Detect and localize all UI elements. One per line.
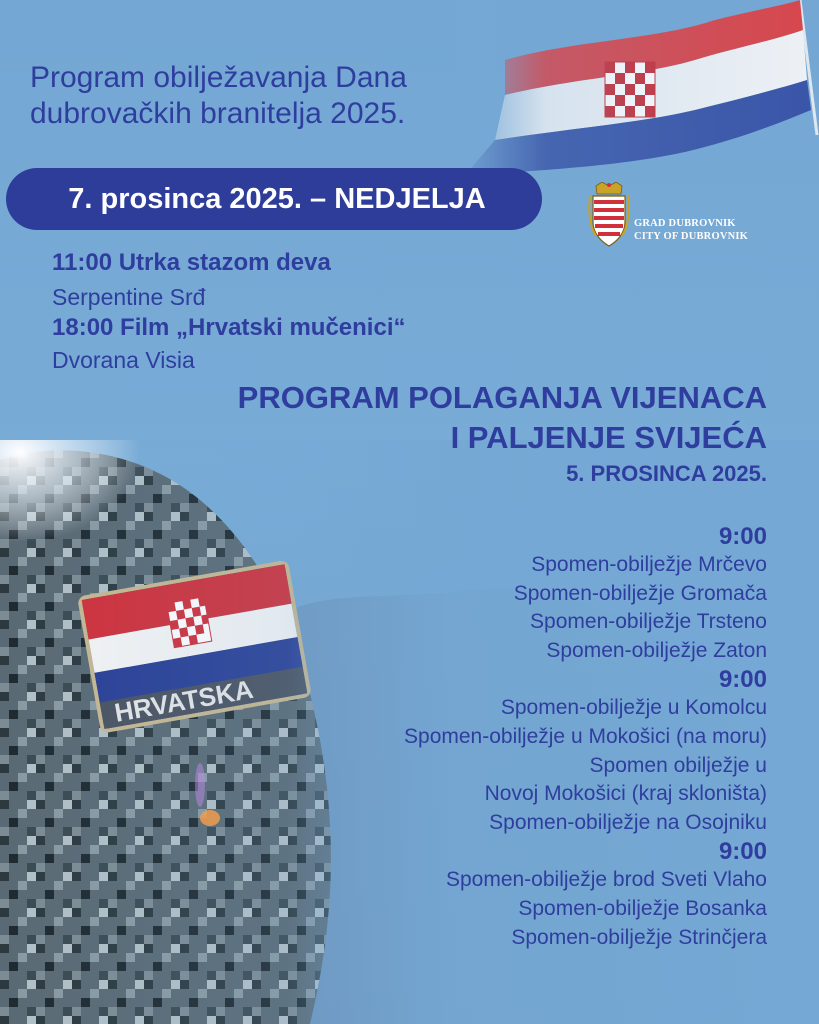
time-slot-2	[247, 665, 767, 837]
time-slot-3	[247, 837, 767, 952]
wreath-heading-line-2: I PALJENJE SVIJEĆA	[450, 420, 767, 455]
list-item: Spomen-obilježje Trsteno	[530, 610, 767, 634]
city-logo	[588, 182, 768, 252]
list-item: Novoj Mokošici (kraj skloništa)	[484, 782, 767, 806]
croatian-flag-image	[455, 0, 819, 185]
list-item: Spomen-obilježje Zaton	[546, 638, 767, 662]
list-item: Spomen-obilježje u Mokošici (na moru)	[404, 724, 767, 748]
title-line-2: dubrovačkih branitelja 2025.	[30, 97, 406, 130]
list-item: Spomen obilježje u	[589, 753, 767, 777]
event-1-title: 11:00 Utrka stazom deva	[52, 249, 331, 276]
group-2-time: 9:00	[718, 666, 767, 694]
event-1-place: Serpentine Srđ	[52, 284, 206, 310]
event-2-place: Dvorana Visia	[52, 347, 195, 373]
event-2-title: 18:00 Film „Hrvatski mučenici“	[52, 314, 406, 341]
logo-line-1: GRAD DUBROVNIK	[634, 218, 736, 229]
time-slot-1	[247, 522, 767, 665]
list-item: Spomen-obilježje u Komolcu	[500, 696, 767, 720]
wreath-heading	[127, 378, 767, 458]
date-banner: 7. prosinca 2025. – NEDJELJA	[6, 168, 542, 230]
wreath-date: 5. PROSINCA 2025.	[566, 461, 767, 486]
logo-line-2: CITY OF DUBROVNIK	[634, 231, 749, 242]
group-1-time: 9:00	[718, 523, 767, 550]
list-item: Spomen-obilježje Gromača	[513, 581, 767, 605]
title-line-1: Program obilježavanja Dana	[30, 61, 407, 94]
list-item: Spomen-obilježje na Osojniku	[489, 810, 767, 834]
dubrovnik-coat-of-arms-icon	[588, 182, 630, 248]
page-title	[30, 60, 500, 132]
list-item: Spomen-obilježje Mrčevo	[531, 553, 767, 576]
group-3-time: 9:00	[718, 838, 767, 866]
list-item: Spomen-obilježje brod Sveti Vlaho	[445, 868, 767, 892]
memorial-list	[247, 522, 767, 952]
list-item: Spomen-obilježje Bosanka	[518, 896, 767, 920]
list-item: Spomen-obilježje Strinčjera	[511, 925, 767, 949]
wreath-heading-line-1: PROGRAM POLAGANJA VIJENACA	[237, 380, 767, 415]
